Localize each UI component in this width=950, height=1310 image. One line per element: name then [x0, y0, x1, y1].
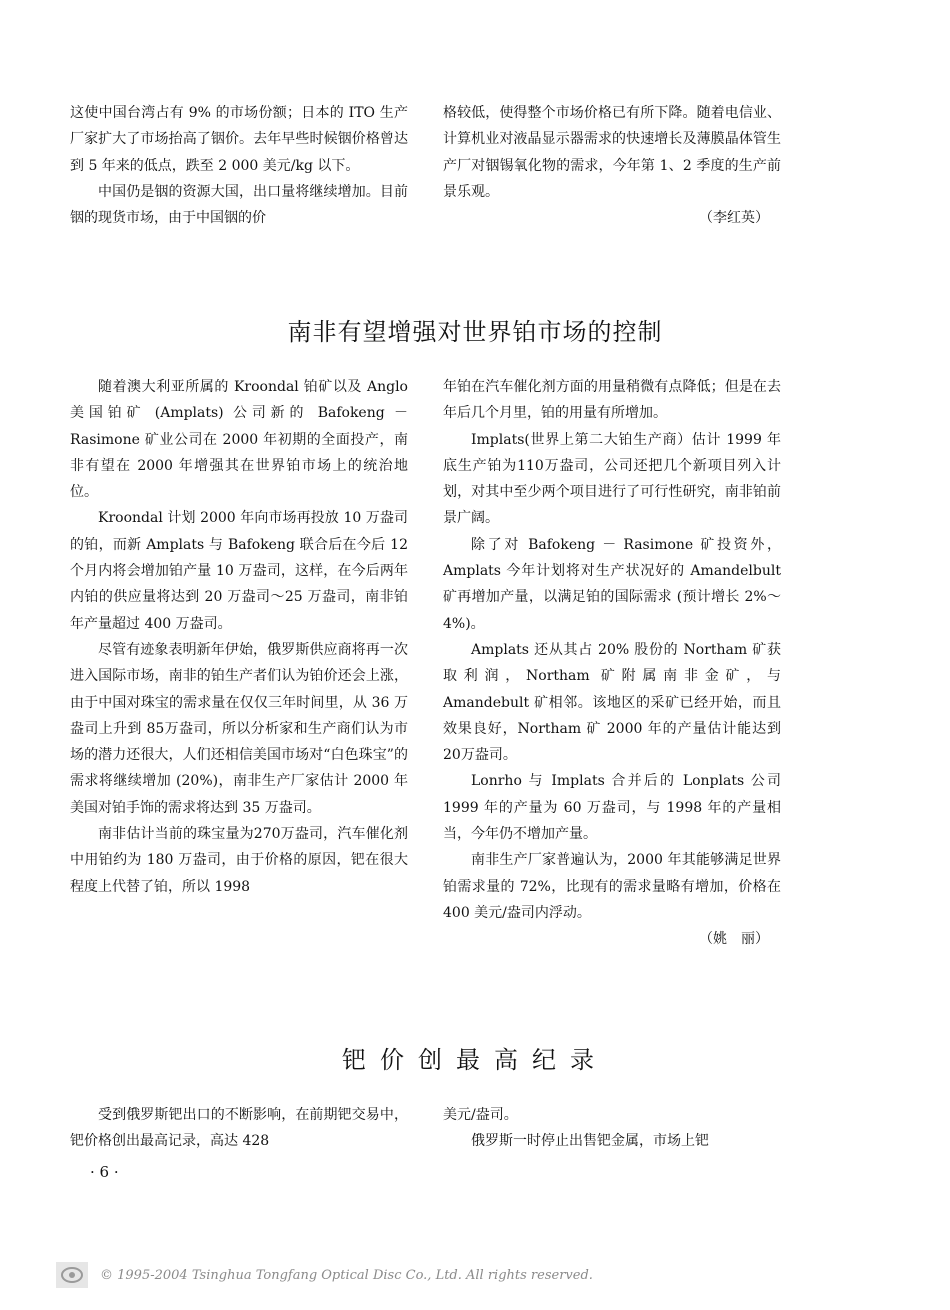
- paragraph: Kroondal 计划 2000 年向市场再投放 10 万盎司的铂，而新 Amplats 与 Bafokeng 联合后在今后 12 个月内将会增加铂产量 10 万盎司，这样，在今后两年内铂的供应量将达到 20 万盎司～25 万盎司，南非铂年产量超过 400 万盎司。: [70, 510, 408, 632]
- paragraph: 中国仍是铟的资源大国，出口量将继续增加。目前铟的现货市场，由于中国铟的价: [70, 183, 408, 227]
- author-signature: （姚 丽）: [699, 931, 769, 948]
- article2-left-column: [70, 1102, 408, 1155]
- paragraph: 除了对 Bafokeng － Rasimone 矿投资外，Amplats 今年计划将对生产状况好的 Amandelbult 矿再增加产量，以满足铂的国际需求 (预计增长 2%～4%)。: [443, 536, 781, 632]
- top-left-column: [70, 100, 408, 231]
- paragraph: 尽管有迹象表明新年伊始，俄罗斯供应商将再一次进入国际市场，南非的铂生产者们认为铂价还会上涨，由于中国对珠宝的需求量在仅仅三年时间里，从 36 万盎司上升到 85万盎司，所以分析家和生产商们认为市场的潜力还很大，人们还相信美国市场对“白色珠宝”的需求将继续增加 (20%)，南非生产厂家估计 2000 年美国对铂手饰的需求将达到 35 万盎司。: [70, 641, 408, 816]
- top-right-column: [443, 100, 781, 231]
- paragraph: 年铂在汽车催化剂方面的用量稍微有点降低；但是在去年后几个月里，铂的用量有所增加。: [443, 379, 781, 422]
- copyright-footer: © 1995-2004 Tsinghua Tongfang Optical Disc Co., Ltd. All rights reserved.: [100, 1268, 593, 1283]
- cnki-logo-icon: [56, 1262, 88, 1288]
- article-title: 钯价创最高纪录: [342, 1046, 608, 1074]
- paragraph: 南非估计当前的珠宝量为270万盎司，汽车催化剂中用铂约为 180 万盎司，由于价格的原因，钯在很大程度上代替了铂，所以 1998: [70, 826, 408, 895]
- paragraph: 受到俄罗斯钯出口的不断影响，在前期钯交易中，钯价格创出最高记录，高达 428: [70, 1107, 408, 1150]
- article2-right-column: [443, 1102, 781, 1155]
- paragraph: Lonrho 与 Implats 合并后的 Lonplats 公司 1999 年的产量为 60 万盎司，与 1998 年的产量相当，今年仍不增加产量。: [443, 773, 781, 843]
- paragraph: 随着澳大利亚所属的 Kroondal 铂矿以及 Anglo 美国铂矿 (Amplats) 公司新的 Bafokeng －Rasimone 矿业公司在 2000 年初期的全面投产，南非有望在 2000 年增强其在世界铂市场上的统治地位。: [70, 379, 408, 501]
- paragraph: Implats(世界上第二大铂生产商）估计 1999 年底生产铂为110万盎司，公司还把几个新项目列入计划，对其中至少两个项目进行了可行性研究，南非铂前景广阔。: [443, 431, 781, 527]
- page-number: · 6 ·: [90, 1163, 119, 1181]
- paragraph: 格较低，使得整个市场价格已有所下降。随着电信业、计算机业对液晶显示器需求的快速增长及薄膜晶体管生产厂对铟锡氧化物的需求，今年第 1、2 季度的生产前景乐观。: [443, 105, 781, 200]
- article1-right-column: [443, 374, 781, 953]
- author-signature: （李红英）: [699, 210, 769, 227]
- paragraph: 美元/盎司。: [443, 1107, 518, 1123]
- article1-left-column: [70, 374, 408, 900]
- paragraph: 俄罗斯一时停止出售钯金属，市场上钯: [471, 1133, 709, 1150]
- paragraph: 这使中国台湾占有 9% 的市场份额；日本的 ITO 生产厂家扩大了市场抬高了铟价。去年早些时候铟价格曾达到 5 年来的低点，跌至 2 000 美元/kg 以下。: [70, 105, 408, 174]
- paragraph: 南非生产厂家普遍认为，2000 年其能够满足世界铂需求量的 72%，比现有的需求量略有增加，价格在 400 美元/盎司内浮动。: [443, 852, 781, 921]
- article-title: 南非有望增强对世界铂市场的控制: [287, 318, 663, 346]
- paragraph: Amplats 还从其占 20% 股份的 Northam 矿获取利润，Northam 矿附属南非金矿，与 Amandebult 矿相邻。该地区的采矿已经开始，而且效果良好，Northam 矿 2000 年的产量估计能达到 20万盎司。: [443, 641, 781, 764]
